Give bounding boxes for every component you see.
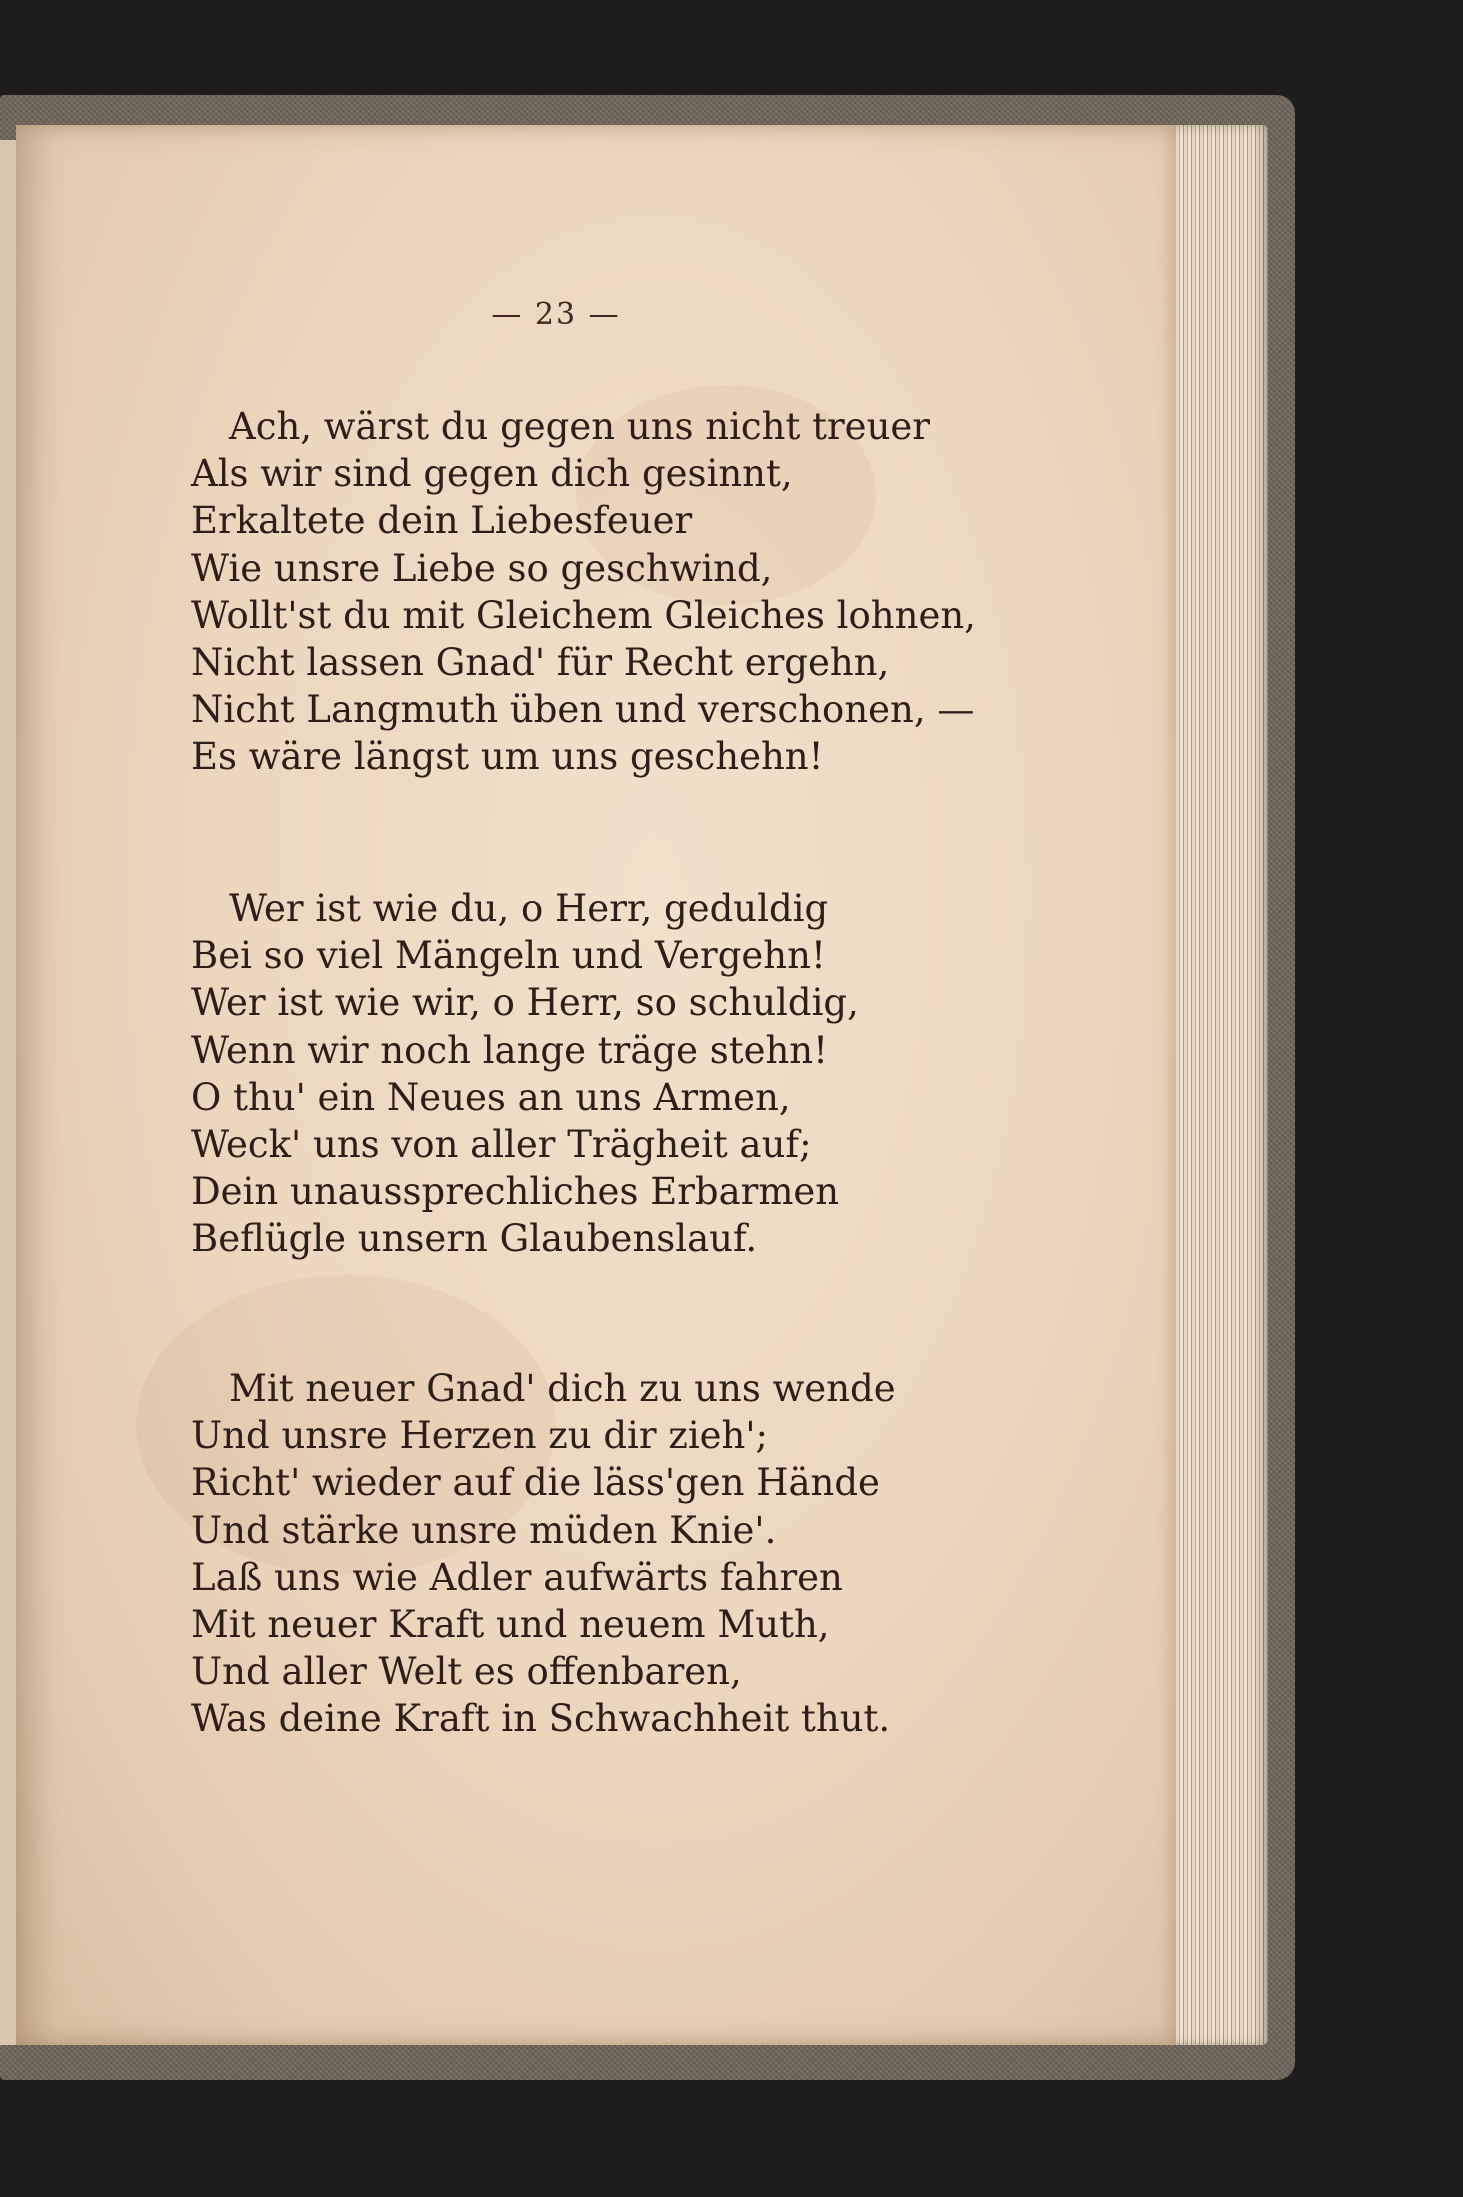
- verse-line: Und unsre Herzen zu dir zieh';: [191, 1414, 769, 1458]
- verse-line: Wollt'st du mit Gleichem Gleiches lohnen,: [191, 593, 976, 637]
- verse-line: Erkaltete dein Liebesfeuer: [191, 499, 693, 543]
- verse-line: Wer ist wie wir, o Herr, so schuldig,: [191, 981, 859, 1025]
- verse-line: Nicht Langmuth üben und verschonen, —: [191, 688, 975, 732]
- verse-line: Nicht lassen Gnad' für Recht ergehn,: [191, 640, 890, 684]
- verse-line: Bei so viel Mängeln und Vergehn!: [191, 934, 826, 978]
- verse-line: Mit neuer Gnad' dich zu uns wende: [229, 1367, 896, 1410]
- verse-line: Was deine Kraft in Schwachheit thut.: [191, 1697, 891, 1741]
- page-edges: [1160, 125, 1268, 2045]
- stanza-3: [191, 1365, 1091, 1743]
- stanza-1: [191, 403, 1091, 781]
- stanza-2: [191, 885, 1091, 1263]
- verse-line: Weck' uns von aller Trägheit auf;: [191, 1122, 812, 1166]
- verse-line: Dein unaussprechliches Erbarmen: [191, 1170, 840, 1214]
- verse-line: Beflügle unsern Glaubenslauf.: [191, 1217, 758, 1261]
- verse-line: Und aller Welt es offenbaren,: [191, 1650, 742, 1694]
- verse-line: Als wir sind gegen dich gesinnt,: [191, 452, 793, 496]
- facing-page-edge: [0, 140, 17, 2045]
- page-number: — 23 —: [491, 297, 621, 332]
- verse-line: Wenn wir noch lange träge stehn!: [191, 1028, 829, 1072]
- verse-line: Und stärke unsre müden Knie'.: [191, 1508, 777, 1552]
- verse-line: Laß uns wie Adler aufwärts fahren: [191, 1555, 843, 1599]
- verse-line: Mit neuer Kraft und neuem Muth,: [191, 1602, 830, 1646]
- verse-line: Wie unsre Liebe so geschwind,: [191, 546, 773, 590]
- verse-line: Ach, wärst du gegen uns nicht treuer: [229, 405, 930, 448]
- verse-line: Es wäre längst um uns geschehn!: [191, 735, 824, 779]
- verse-line: Wer ist wie du, o Herr, geduldig: [229, 887, 829, 930]
- verse-line: Richt' wieder auf die läss'gen Hände: [191, 1461, 880, 1505]
- verse-line: O thu' ein Neues an uns Armen,: [191, 1075, 791, 1119]
- book-page: [16, 125, 1176, 2045]
